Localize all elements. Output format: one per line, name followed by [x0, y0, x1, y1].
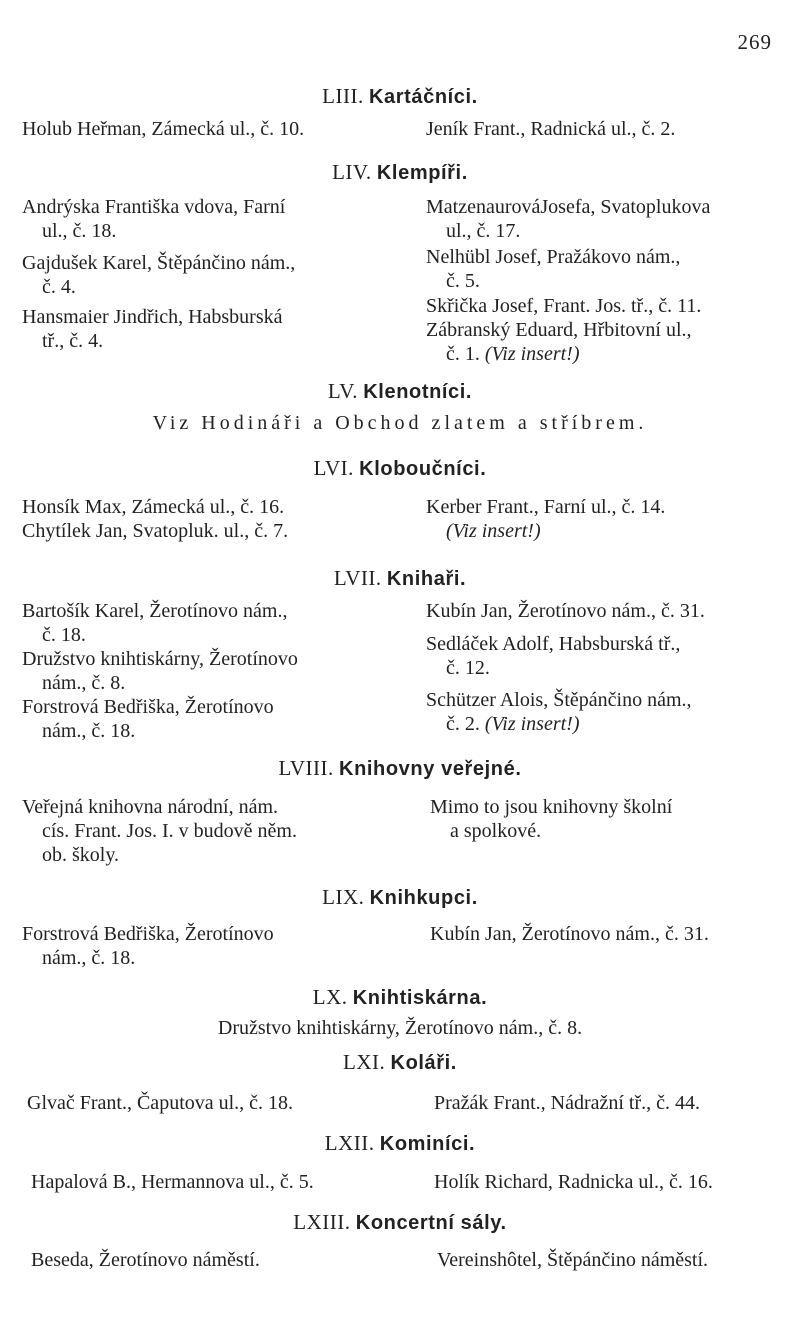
entry-left: Glvač Frant., Čaputova ul., č. 18.: [27, 1092, 294, 1114]
entry-left: Beseda, Žerotínovo náměstí.: [31, 1249, 260, 1271]
section-heading-lvii: [0, 566, 800, 591]
insert-note: (Viz insert!): [484, 713, 580, 735]
section-heading-liii: [0, 84, 800, 109]
entry-line: č. 12.: [446, 657, 490, 679]
entry-line: Mimo to jsou knihovny školní: [430, 796, 673, 818]
section-number: LXIII.: [293, 1210, 351, 1234]
entry-line: Andrýska Františka vdova, Farní: [22, 196, 286, 218]
entry-left: [22, 795, 297, 867]
entry-right: Pražák Frant., Nádražní tř., č. 44.: [434, 1092, 701, 1114]
section-title: Kominíci.: [379, 1133, 476, 1155]
section-title: Knihtiskárna.: [352, 987, 488, 1009]
section-heading-liv: [0, 160, 800, 185]
entry-left: Hapalová B., Hermannova ul., č. 5.: [31, 1171, 314, 1193]
entry-right: [426, 632, 680, 680]
section-title: Koncertní sály.: [355, 1212, 507, 1234]
entry-left: [22, 695, 274, 743]
entry-left: [22, 305, 283, 353]
entry-line: Hansmaier Jindřich, Habsburská: [22, 306, 283, 328]
entry-left: [22, 251, 295, 299]
entry-line: Družstvo knihtiskárny, Žerotínovo: [22, 648, 298, 670]
entry-right: Vereinshôtel, Štěpánčino náměstí.: [437, 1249, 709, 1271]
entry-line: Forstrová Bedřiška, Žerotínovo: [22, 923, 274, 945]
entry-line: Gajdušek Karel, Štěpánčino nám.,: [22, 252, 296, 274]
section-heading-lviii: [0, 756, 800, 781]
entry-left: [22, 195, 285, 243]
entry-left: [22, 599, 288, 647]
section-number: LV.: [327, 379, 359, 403]
section-number: LVI.: [313, 456, 354, 480]
section-number: LXII.: [324, 1131, 375, 1155]
entry-line: cís. Frant. Jos. I. v budově něm.: [42, 820, 297, 842]
section-title: Kartáčníci.: [368, 86, 478, 108]
entry-line: č. 5.: [446, 270, 480, 292]
entry-line: Kerber Frant., Farní ul., č. 14.: [426, 496, 666, 518]
section-title: Klenotníci.: [363, 381, 473, 403]
entry-left: Honsík Max, Zámecká ul., č. 16.: [22, 496, 285, 518]
insert-note: (Viz insert!): [484, 343, 580, 365]
entry-right: Holík Richard, Radnicka ul., č. 16.: [434, 1171, 713, 1193]
section-heading-lxiii: [0, 1210, 800, 1235]
entry-line: Zábranský Eduard, Hřbitovní ul.,: [426, 319, 692, 341]
entry-line: nám., č. 18.: [42, 947, 136, 969]
entry-line: a spolkové.: [450, 820, 542, 842]
entry-line: nám., č. 8.: [42, 672, 126, 694]
entry-right: Jeník Frant., Radnická ul., č. 2.: [426, 118, 676, 140]
entry-left: [22, 922, 274, 970]
insert-note: (Viz insert!): [446, 520, 541, 542]
entry-line: č. 2. (Viz insert!): [446, 713, 580, 735]
entry-centered: Družstvo knihtiskárny, Žerotínovo nám., č. 8.: [217, 1017, 583, 1039]
entry-line: Forstrová Bedřiška, Žerotínovo: [22, 696, 274, 718]
section-number: LVII.: [333, 566, 382, 590]
section-title: Koláři.: [390, 1052, 457, 1074]
entry-right: [426, 495, 665, 543]
section-heading-lv: [0, 379, 800, 404]
section-title: Kloboučníci.: [359, 458, 487, 480]
entry-right: Kubín Jan, Žerotínovo nám., č. 31.: [430, 923, 709, 945]
entry-right: Kubín Jan, Žerotínovo nám., č. 31.: [426, 600, 705, 622]
section-number: LX.: [312, 985, 348, 1009]
entry-right: [426, 245, 680, 293]
entry-line: ul., č. 17.: [446, 220, 521, 242]
section-number: LIII.: [322, 84, 364, 108]
section-title: Knihkupci.: [369, 887, 478, 909]
entry-line: Veřejná knihovna národní, nám.: [22, 796, 279, 818]
entry-line: tř., č. 4.: [42, 330, 104, 352]
section-number: LVIII.: [278, 756, 334, 780]
section-title: Klempíři.: [376, 162, 468, 184]
section-heading-lxii: [0, 1131, 800, 1156]
entry-line: MatzenaurováJosefa, Svatoplukova: [426, 196, 711, 218]
section-title: Knihovny veřejné.: [339, 758, 522, 780]
entry-right: [430, 795, 672, 843]
entry-line: nám., č. 18.: [42, 720, 136, 742]
entry-line: č. 1. (Viz insert!): [446, 343, 580, 365]
entry-left: Holub Heřman, Zámecká ul., č. 10.: [22, 118, 305, 140]
entry-left: [22, 647, 298, 695]
entry-line: ob. školy.: [42, 844, 120, 866]
entry-left: Chytílek Jan, Svatopluk. ul., č. 7.: [22, 520, 289, 542]
entry-line: ul., č. 18.: [42, 220, 117, 242]
section-title: Knihaři.: [386, 568, 467, 590]
entry-right: [426, 318, 692, 366]
entry-line: Nelhübl Josef, Pražákovo nám.,: [426, 246, 681, 268]
entry-right: [426, 294, 701, 318]
section-heading-lx: [0, 985, 800, 1010]
entry-line: Sedláček Adolf, Habsburská tř.,: [426, 633, 681, 655]
entry-line: Schützer Alois, Štěpánčino nám.,: [426, 689, 692, 711]
section-heading-lvi: [0, 456, 800, 481]
entry-right: [426, 688, 692, 736]
section-heading-lxi: [0, 1050, 800, 1075]
entry-line: č. 18.: [42, 624, 86, 646]
section-number: LIV.: [332, 160, 372, 184]
entry-line: Skřička Josef, Frant. Jos. tř., č. 11.: [426, 295, 702, 317]
cross-reference: Viz Hodináři a Obchod zlatem a stříbrem.: [152, 412, 648, 434]
entry-line: č. 4.: [42, 276, 76, 298]
section-heading-lix: [0, 885, 800, 910]
page-number: 269: [737, 30, 772, 54]
entry-line: Bartošík Karel, Žerotínovo nám.,: [22, 600, 288, 622]
section-number: LXI.: [343, 1050, 386, 1074]
entry-right: [426, 195, 710, 243]
section-number: LIX.: [322, 885, 365, 909]
